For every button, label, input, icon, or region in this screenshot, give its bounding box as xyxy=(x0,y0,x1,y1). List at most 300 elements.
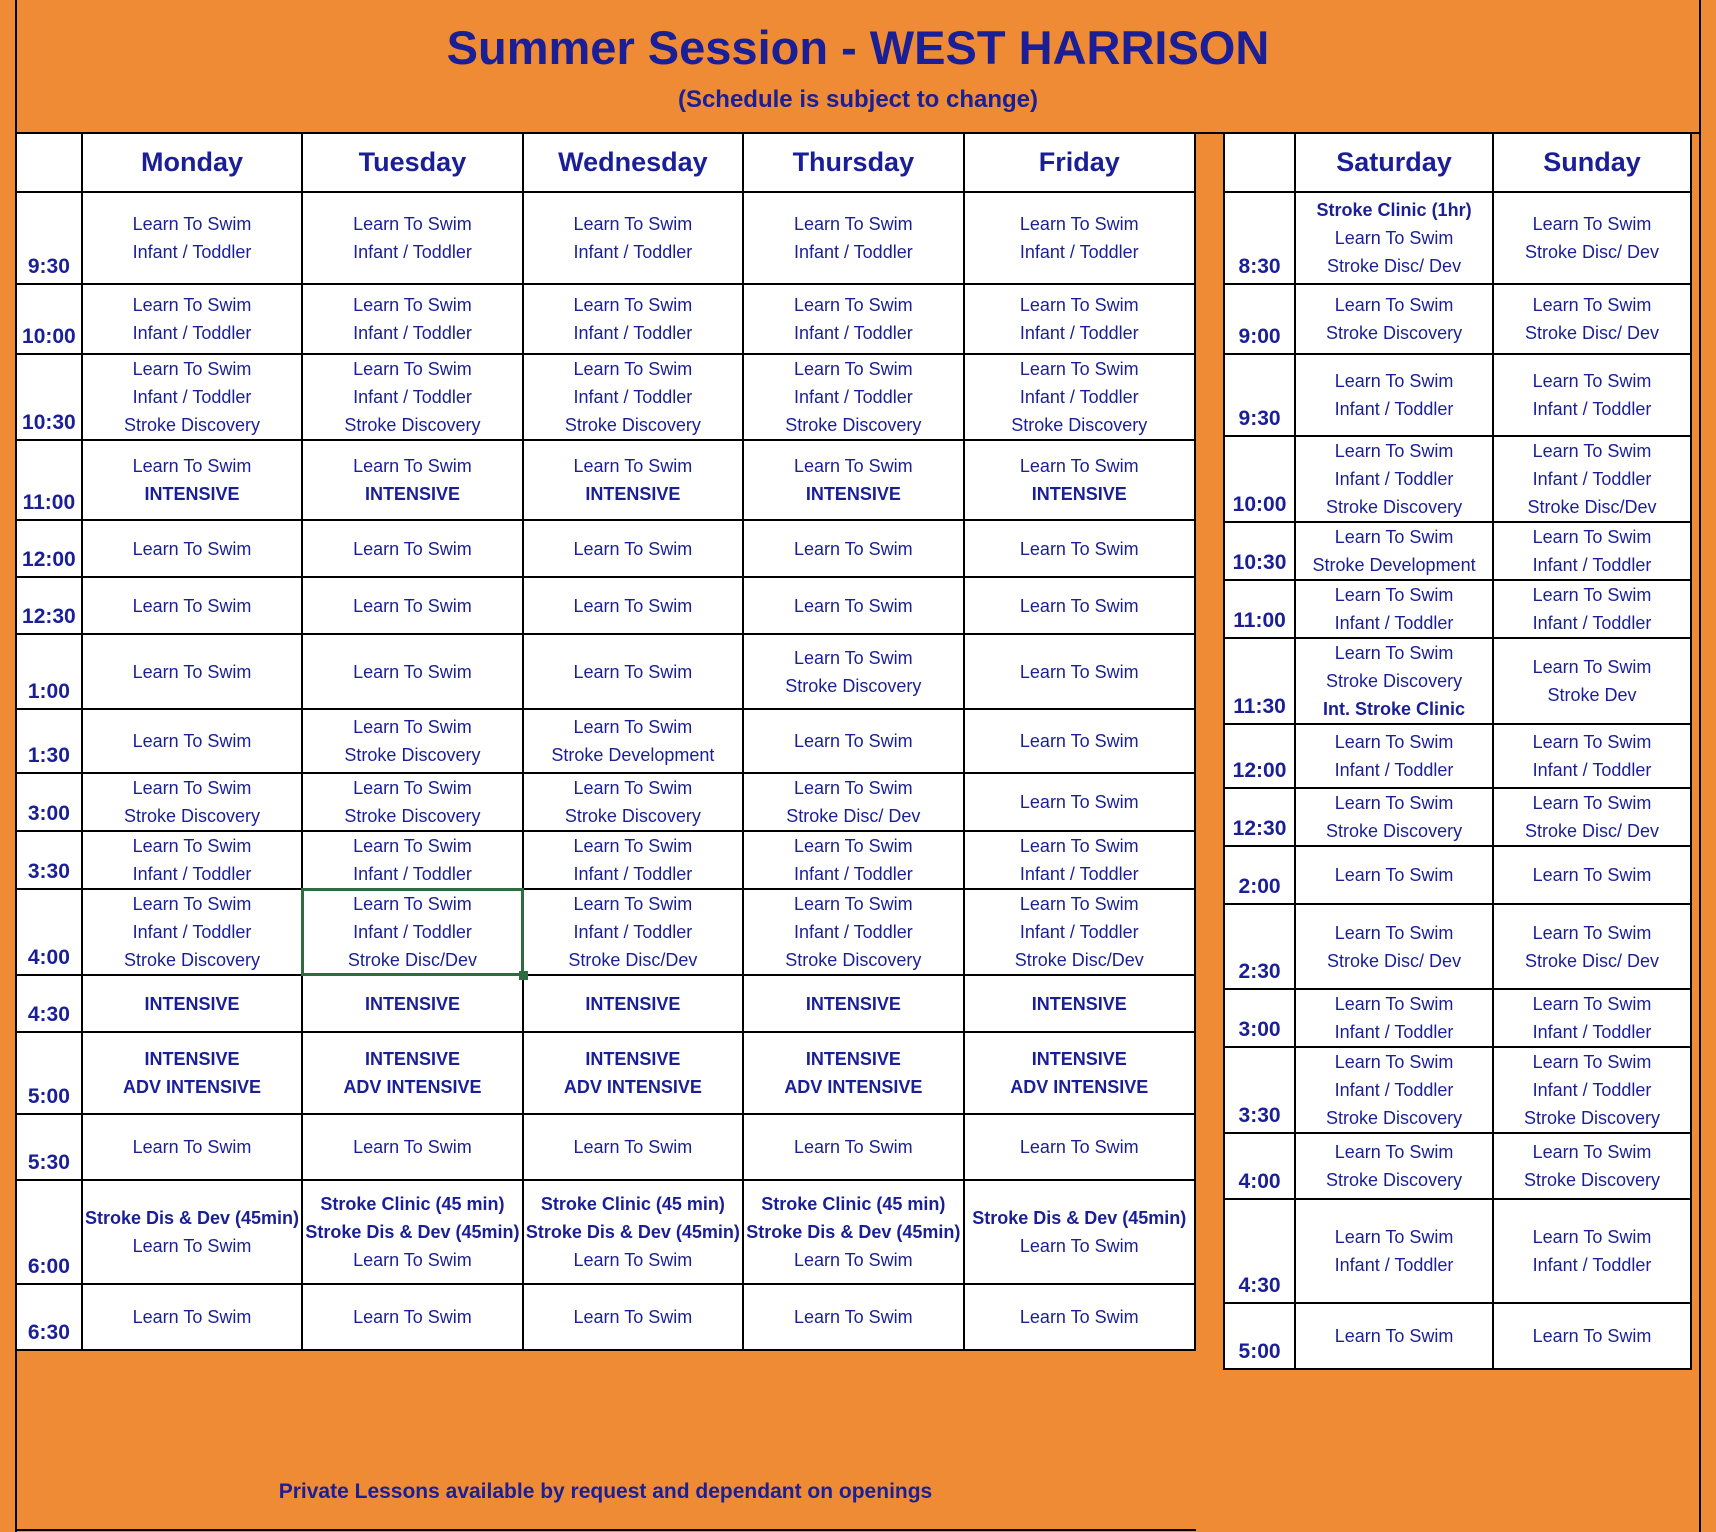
class-name: Learn To Swim xyxy=(793,214,913,234)
class-name: Learn To Swim xyxy=(1334,295,1454,315)
class-name: Learn To Swim xyxy=(1532,527,1652,547)
class-name: Learn To Swim xyxy=(1019,661,1139,682)
table-row xyxy=(1224,1303,1691,1369)
class-name: Learn To Swim xyxy=(353,661,472,682)
schedule-cell[interactable] xyxy=(302,709,522,773)
weekday-schedule-table xyxy=(15,132,1196,1351)
schedule-cell[interactable] xyxy=(1493,638,1691,724)
schedule-cell[interactable] xyxy=(302,520,522,577)
schedule-cell[interactable] xyxy=(1493,1047,1691,1133)
schedule-cell[interactable] xyxy=(964,831,1195,889)
schedule-cell[interactable] xyxy=(964,1114,1195,1180)
class-name: Learn To Swim xyxy=(132,1236,252,1256)
class-name: Learn To Swim xyxy=(573,359,693,379)
schedule-cell[interactable] xyxy=(743,634,963,709)
class-name: ADV INTENSIVE xyxy=(563,1077,702,1097)
class-name: Infant / Toddler xyxy=(793,922,913,942)
schedule-cell[interactable] xyxy=(743,354,963,440)
schedule-cell[interactable] xyxy=(964,284,1195,354)
footer-note: Private Lessons available by request and dependant on openings xyxy=(278,1480,933,1503)
day-header-tuesday: Tuesday xyxy=(302,133,522,192)
table-row xyxy=(1224,1133,1691,1199)
schedule-cell[interactable] xyxy=(82,1114,302,1180)
schedule-cell[interactable] xyxy=(1295,904,1493,989)
schedule-cell[interactable] xyxy=(964,975,1195,1032)
class-name: Infant / Toddler xyxy=(793,242,913,262)
class-name: Infant / Toddler xyxy=(793,387,913,407)
time-label: 10:30 xyxy=(1224,522,1295,580)
time-label: 5:00 xyxy=(1224,1303,1295,1369)
schedule-cell[interactable] xyxy=(1493,846,1691,904)
class-name: ADV INTENSIVE xyxy=(1010,1077,1149,1097)
class-name: INTENSIVE xyxy=(1031,1049,1127,1069)
class-name: ADV INTENSIVE xyxy=(123,1077,262,1097)
schedule-cell[interactable] xyxy=(1295,989,1493,1047)
class-name: Learn To Swim xyxy=(1334,994,1454,1014)
class-name: Learn To Swim xyxy=(1532,1052,1652,1072)
schedule-cell[interactable] xyxy=(523,354,743,440)
class-name: Learn To Swim xyxy=(1532,371,1652,391)
time-label: 10:00 xyxy=(16,284,82,354)
schedule-cell[interactable] xyxy=(1493,1303,1691,1369)
schedule-cell[interactable] xyxy=(302,773,522,831)
class-name: Learn To Swim xyxy=(132,894,252,914)
class-name: Stroke Discovery xyxy=(785,415,922,435)
schedule-cell[interactable] xyxy=(1295,1303,1493,1369)
time-label: 1:30 xyxy=(16,709,82,773)
schedule-cell[interactable] xyxy=(523,773,743,831)
schedule-cell[interactable] xyxy=(1295,436,1493,522)
class-name: INTENSIVE xyxy=(144,1049,240,1069)
schedule-cell[interactable] xyxy=(82,577,302,634)
time-label: 4:30 xyxy=(1224,1199,1295,1303)
class-name: Stroke Disc/ Dev xyxy=(1524,821,1660,841)
schedule-cell[interactable] xyxy=(1493,989,1691,1047)
schedule-cell[interactable] xyxy=(1295,580,1493,638)
class-name: Learn To Swim xyxy=(132,456,252,476)
schedule-cell[interactable] xyxy=(743,773,963,831)
class-name: Stroke Discovery xyxy=(564,806,701,826)
schedule-cell[interactable] xyxy=(964,354,1195,440)
schedule-cell[interactable] xyxy=(964,709,1195,773)
class-name: Learn To Swim xyxy=(1019,595,1139,616)
schedule-cell[interactable] xyxy=(523,1032,743,1114)
class-name: Learn To Swim xyxy=(573,717,693,737)
schedule-cell[interactable] xyxy=(1493,284,1691,354)
day-header-wednesday: Wednesday xyxy=(523,133,743,192)
schedule-cell[interactable] xyxy=(964,192,1195,284)
table-row xyxy=(16,709,1195,773)
schedule-cell[interactable] xyxy=(964,520,1195,577)
time-label: 3:30 xyxy=(1224,1047,1295,1133)
class-name: Infant / Toddler xyxy=(1334,1080,1454,1100)
schedule-cell[interactable] xyxy=(964,577,1195,634)
class-name: Stroke Dis & Dev (45min) xyxy=(525,1222,740,1242)
class-name: Learn To Swim xyxy=(1532,585,1652,605)
class-name: Stroke Dis & Dev (45min) xyxy=(84,1208,300,1228)
schedule-cell[interactable] xyxy=(743,1114,963,1180)
schedule-cell[interactable] xyxy=(1295,846,1493,904)
class-name: Stroke Disc/Dev xyxy=(1014,950,1144,970)
class-name: Learn To Swim xyxy=(1532,793,1652,813)
schedule-cell[interactable] xyxy=(1295,1133,1493,1199)
schedule-cell[interactable] xyxy=(82,709,302,773)
schedule-cell[interactable] xyxy=(82,634,302,709)
table-row xyxy=(16,634,1195,709)
schedule-cell[interactable] xyxy=(964,1032,1195,1114)
table-row xyxy=(16,440,1195,520)
time-label: 6:00 xyxy=(16,1180,82,1284)
schedule-cell[interactable] xyxy=(743,709,963,773)
schedule-cell[interactable] xyxy=(1493,580,1691,638)
time-label: 6:30 xyxy=(16,1284,82,1350)
table-row xyxy=(16,577,1195,634)
table-row xyxy=(16,1114,1195,1180)
schedule-cell[interactable] xyxy=(523,634,743,709)
weekday-corner-cell xyxy=(16,133,82,192)
class-name: Learn To Swim xyxy=(573,661,693,682)
schedule-cell[interactable] xyxy=(1493,724,1691,788)
class-name: Learn To Swim xyxy=(353,359,472,379)
schedule-cell[interactable] xyxy=(523,975,743,1032)
schedule-cell[interactable] xyxy=(82,889,302,975)
time-label: 9:30 xyxy=(16,192,82,284)
class-name: INTENSIVE xyxy=(1031,484,1127,504)
schedule-cell[interactable] xyxy=(523,1284,743,1350)
schedule-cell[interactable] xyxy=(1295,354,1493,436)
table-row xyxy=(1224,284,1691,354)
schedule-cell[interactable] xyxy=(82,975,302,1032)
schedule-cell[interactable] xyxy=(1295,1047,1493,1133)
schedule-cell[interactable] xyxy=(964,440,1195,520)
table-row xyxy=(1224,436,1691,522)
schedule-cell[interactable] xyxy=(743,831,963,889)
schedule-cell[interactable] xyxy=(302,1032,522,1114)
class-name: Learn To Swim xyxy=(1334,1326,1454,1346)
schedule-cell[interactable] xyxy=(743,520,963,577)
class-name: Stroke Dis & Dev (45min) xyxy=(972,1208,1187,1228)
class-name: Learn To Swim xyxy=(793,359,913,379)
page-title: Summer Session - WEST HARRISON xyxy=(446,21,1270,74)
class-name: Learn To Swim xyxy=(1334,1227,1454,1247)
time-label: 12:00 xyxy=(1224,724,1295,788)
class-name: Stroke Disc/Dev xyxy=(1527,497,1657,517)
schedule-cell[interactable] xyxy=(302,354,522,440)
schedule-cell[interactable] xyxy=(82,284,302,354)
table-row xyxy=(16,520,1195,577)
schedule-cell[interactable] xyxy=(964,1180,1195,1284)
class-name: Stroke Disc/ Dev xyxy=(1524,950,1660,971)
class-name: Stroke Discovery xyxy=(1523,1108,1661,1128)
class-name: Infant / Toddler xyxy=(1532,399,1652,419)
schedule-cell[interactable] xyxy=(743,192,963,284)
schedule-cell[interactable] xyxy=(523,889,743,975)
class-name: Learn To Swim xyxy=(1019,792,1139,812)
class-name: Infant / Toddler xyxy=(132,242,252,262)
schedule-cell[interactable] xyxy=(743,1180,963,1284)
schedule-cell[interactable] xyxy=(1295,788,1493,846)
table-row xyxy=(1224,724,1691,788)
schedule-cell[interactable] xyxy=(302,284,522,354)
weekday-schedule-body xyxy=(16,192,1195,1350)
table-row xyxy=(16,889,1195,975)
class-name: Infant / Toddler xyxy=(132,922,252,942)
schedule-cell[interactable] xyxy=(82,1284,302,1350)
schedule-cell[interactable] xyxy=(1493,354,1691,436)
divider xyxy=(15,1529,1196,1531)
schedule-cell[interactable] xyxy=(1295,724,1493,788)
class-name: Stroke Development xyxy=(1312,555,1476,575)
schedule-cell[interactable] xyxy=(523,1180,743,1284)
class-name: Learn To Swim xyxy=(573,1137,693,1157)
table-row xyxy=(1224,580,1691,638)
schedule-cell[interactable] xyxy=(82,440,302,520)
class-name: Learn To Swim xyxy=(1334,1052,1454,1072)
class-name: Stroke Disc/ Dev xyxy=(1327,950,1462,971)
schedule-cell[interactable] xyxy=(82,1180,302,1284)
class-name: Infant / Toddler xyxy=(1532,1022,1652,1042)
class-name: Learn To Swim xyxy=(132,295,252,315)
schedule-cell[interactable] xyxy=(523,440,743,520)
schedule-cell[interactable] xyxy=(302,831,522,889)
class-name: Stroke Discovery xyxy=(123,415,261,435)
selected-schedule-cell[interactable] xyxy=(302,889,522,975)
class-name: Learn To Swim xyxy=(1334,371,1454,391)
class-name: Learn To Swim xyxy=(1532,865,1652,885)
class-name: Learn To Swim xyxy=(1334,793,1454,813)
class-name: Infant / Toddler xyxy=(353,242,472,262)
class-name: Learn To Swim xyxy=(353,1250,472,1270)
time-label: 12:30 xyxy=(1224,788,1295,846)
class-name: Infant / Toddler xyxy=(1019,387,1139,407)
class-name: Learn To Swim xyxy=(1019,538,1139,559)
schedule-cell[interactable] xyxy=(302,975,522,1032)
class-name: Learn To Swim xyxy=(793,538,913,559)
schedule-cell[interactable] xyxy=(82,773,302,831)
class-name: Infant / Toddler xyxy=(353,387,472,407)
schedule-cell[interactable] xyxy=(743,284,963,354)
schedule-cell[interactable] xyxy=(964,634,1195,709)
class-name: Infant / Toddler xyxy=(1334,1255,1454,1275)
schedule-cell[interactable] xyxy=(1295,284,1493,354)
class-name: Stroke Discovery xyxy=(1326,497,1463,517)
class-name: Learn To Swim xyxy=(1019,359,1139,379)
schedule-cell[interactable] xyxy=(1295,1199,1493,1303)
schedule-cell[interactable] xyxy=(1493,436,1691,522)
table-row xyxy=(1224,522,1691,580)
schedule-cell[interactable] xyxy=(82,831,302,889)
class-name: Learn To Swim xyxy=(1532,1227,1652,1247)
schedule-cell[interactable] xyxy=(523,284,743,354)
class-name: Stroke Dis & Dev (45min) xyxy=(305,1222,520,1242)
class-name: Learn To Swim xyxy=(573,1307,693,1327)
class-name: Learn To Swim xyxy=(132,661,252,682)
table-row xyxy=(1224,989,1691,1047)
class-name: Learn To Swim xyxy=(793,1307,913,1327)
schedule-cell[interactable] xyxy=(523,831,743,889)
table-row xyxy=(1224,846,1691,904)
time-label: 3:30 xyxy=(16,831,82,889)
class-name: Learn To Swim xyxy=(132,359,252,379)
class-name: Learn To Swim xyxy=(353,717,472,737)
class-name: Learn To Swim xyxy=(1334,922,1454,943)
class-name: Stroke Dis & Dev (45min) xyxy=(746,1222,961,1242)
schedule-cell[interactable] xyxy=(82,354,302,440)
schedule-cell[interactable] xyxy=(302,1284,522,1350)
class-name: Infant / Toddler xyxy=(1532,1255,1652,1275)
class-name: Stroke Discovery xyxy=(1523,1170,1661,1190)
table-row xyxy=(16,773,1195,831)
class-name: Learn To Swim xyxy=(793,456,913,476)
schedule-cell[interactable] xyxy=(964,889,1195,975)
table-row xyxy=(16,284,1195,354)
schedule-cell[interactable] xyxy=(302,1180,522,1284)
weekend-schedule-table xyxy=(1223,132,1692,1370)
time-label: 12:30 xyxy=(16,577,82,634)
schedule-cell[interactable] xyxy=(82,1032,302,1114)
class-name: Stroke Discovery xyxy=(1326,821,1463,841)
class-name: Learn To Swim xyxy=(1532,295,1652,315)
schedule-cell[interactable] xyxy=(964,1284,1195,1350)
time-label: 1:00 xyxy=(16,634,82,709)
time-label: 4:30 xyxy=(16,975,82,1032)
schedule-cell[interactable] xyxy=(1493,788,1691,846)
class-name: Stroke Discovery xyxy=(1326,1108,1463,1128)
class-name: Learn To Swim xyxy=(793,836,913,856)
table-row xyxy=(16,1284,1195,1350)
class-name: Learn To Swim xyxy=(1019,456,1139,476)
class-name: Learn To Swim xyxy=(1532,1326,1652,1346)
class-name: Infant / Toddler xyxy=(1532,469,1652,489)
class-name: Learn To Swim xyxy=(1532,441,1652,461)
time-label: 10:00 xyxy=(1224,436,1295,522)
schedule-cell[interactable] xyxy=(1493,904,1691,989)
class-name: Learn To Swim xyxy=(1334,643,1454,663)
time-label: 5:00 xyxy=(16,1032,82,1114)
class-name: Learn To Swim xyxy=(353,836,472,856)
time-label: 5:30 xyxy=(16,1114,82,1180)
time-label: 3:00 xyxy=(1224,989,1295,1047)
class-name: Infant / Toddler xyxy=(353,323,472,343)
class-name: ADV INTENSIVE xyxy=(343,1077,482,1097)
schedule-cell[interactable] xyxy=(1295,638,1493,724)
class-name: Stroke Disc/ Dev xyxy=(1524,323,1660,343)
schedule-cell[interactable] xyxy=(523,1114,743,1180)
day-header-thursday: Thursday xyxy=(743,133,963,192)
class-name: Learn To Swim xyxy=(573,295,693,315)
class-name: Learn To Swim xyxy=(573,894,693,914)
schedule-cell[interactable] xyxy=(523,709,743,773)
class-name: Infant / Toddler xyxy=(1019,922,1139,942)
schedule-cell[interactable] xyxy=(964,773,1195,831)
table-row xyxy=(1224,788,1691,846)
schedule-cell[interactable] xyxy=(743,577,963,634)
schedule-cell[interactable] xyxy=(82,520,302,577)
class-name: Learn To Swim xyxy=(132,538,252,559)
class-name: Learn To Swim xyxy=(1334,732,1454,752)
day-header-sunday: Sunday xyxy=(1493,133,1691,192)
class-name: Learn To Swim xyxy=(573,456,693,476)
class-name: Stroke Discovery xyxy=(344,745,481,765)
class-name: Learn To Swim xyxy=(1334,228,1454,248)
schedule-cell[interactable] xyxy=(1493,192,1691,284)
table-row xyxy=(1224,1047,1691,1133)
class-name: Infant / Toddler xyxy=(793,323,913,343)
class-name: INTENSIVE xyxy=(364,1049,460,1069)
table-row xyxy=(16,831,1195,889)
schedule-cell[interactable] xyxy=(302,192,522,284)
schedule-cell[interactable] xyxy=(302,577,522,634)
class-name: Stroke Clinic (45 min) xyxy=(540,1194,725,1214)
time-label: 9:00 xyxy=(1224,284,1295,354)
class-name: Infant / Toddler xyxy=(132,864,252,884)
schedule-cell[interactable] xyxy=(743,1284,963,1350)
schedule-cell[interactable] xyxy=(1493,522,1691,580)
class-name: INTENSIVE xyxy=(1031,993,1127,1014)
class-name: Infant / Toddler xyxy=(1019,242,1139,262)
weekday-header-row xyxy=(16,133,1195,192)
class-name: Learn To Swim xyxy=(573,214,693,234)
class-name: Learn To Swim xyxy=(353,894,472,914)
class-name: Stroke Dev xyxy=(1547,685,1637,705)
time-label: 9:30 xyxy=(1224,354,1295,436)
class-name: Stroke Disc/Dev xyxy=(568,950,698,970)
class-name: Learn To Swim xyxy=(132,1137,252,1157)
class-name: Stroke Discovery xyxy=(123,950,261,970)
schedule-cell[interactable] xyxy=(743,1032,963,1114)
class-name: Infant / Toddler xyxy=(573,864,693,884)
class-name: ADV INTENSIVE xyxy=(784,1077,923,1097)
schedule-cell[interactable] xyxy=(743,975,963,1032)
schedule-cell[interactable] xyxy=(523,192,743,284)
class-name: Learn To Swim xyxy=(1334,585,1454,605)
class-name: Infant / Toddler xyxy=(1334,469,1454,489)
class-name: Learn To Swim xyxy=(353,456,472,476)
weekend-header-row xyxy=(1224,133,1691,192)
class-name: Infant / Toddler xyxy=(573,323,693,343)
time-label: 11:30 xyxy=(1224,638,1295,724)
weekend-corner-cell xyxy=(1224,133,1295,192)
class-name: INTENSIVE xyxy=(585,484,681,504)
time-label: 12:00 xyxy=(16,520,82,577)
schedule-cell[interactable] xyxy=(743,440,963,520)
schedule-cell[interactable] xyxy=(1493,1133,1691,1199)
class-name: Stroke Disc/ Dev xyxy=(1524,242,1660,262)
schedule-cell[interactable] xyxy=(1295,522,1493,580)
class-name: Learn To Swim xyxy=(1532,732,1652,752)
class-name: Infant / Toddler xyxy=(353,922,472,942)
class-name: Infant / Toddler xyxy=(1334,760,1454,780)
schedule-cell[interactable] xyxy=(302,1114,522,1180)
schedule-cell[interactable] xyxy=(1493,1199,1691,1303)
schedule-cell[interactable] xyxy=(523,577,743,634)
table-row xyxy=(16,1180,1195,1284)
class-name: Learn To Swim xyxy=(353,214,472,234)
schedule-cell[interactable] xyxy=(743,889,963,975)
class-name: Learn To Swim xyxy=(353,295,472,315)
class-name: Learn To Swim xyxy=(1532,922,1652,943)
schedule-cell[interactable] xyxy=(523,520,743,577)
schedule-cell[interactable] xyxy=(1295,192,1493,284)
schedule-cell[interactable] xyxy=(302,440,522,520)
class-name: Learn To Swim xyxy=(1019,1236,1139,1256)
day-header-monday: Monday xyxy=(82,133,302,192)
class-name: Learn To Swim xyxy=(1019,894,1139,914)
schedule-cell[interactable] xyxy=(82,192,302,284)
class-name: Learn To Swim xyxy=(793,595,913,616)
table-row xyxy=(1224,904,1691,989)
schedule-cell[interactable] xyxy=(302,634,522,709)
